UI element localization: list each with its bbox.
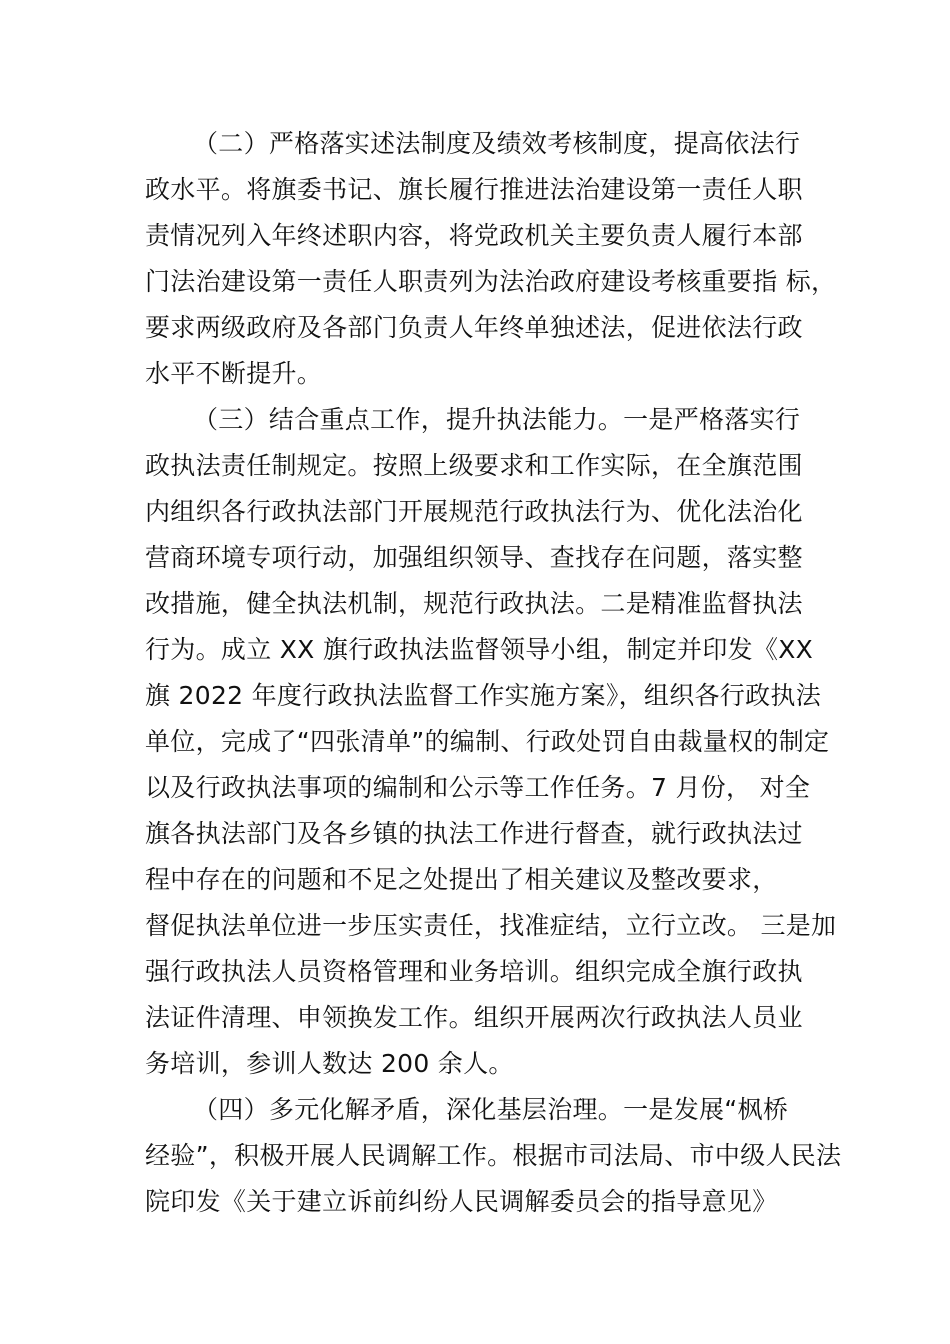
text-line: 责情况列入年终述职内容，将党政机关主要负责人履行本部 [145, 221, 803, 250]
text-line: 以及行政执法事项的编制和公示等工作任务。7 月份， 对全 [145, 773, 811, 802]
text-line: （四）多元化解矛盾，深化基层治理。一是发展“枫桥 [193, 1095, 789, 1124]
text-line: 旗各执法部门及各乡镇的执法工作进行督查，就行政执法过 [145, 819, 803, 848]
text-line: 经验”，积极开展人民调解工作。根据市司法局、市中级人民法 [145, 1141, 842, 1170]
text-line: 政执法责任制规定。按照上级要求和工作实际，在全旗范围 [145, 451, 803, 480]
text-line: 改措施，健全执法机制，规范行政执法。二是精准监督执法 [145, 589, 803, 618]
text-line: 营商环境专项行动，加强组织领导、查找存在问题，落实整 [145, 543, 803, 572]
text-line: 内组织各行政执法部门开展规范行政执法行为、优化法治化 [145, 497, 803, 526]
text-line: （二）严格落实述法制度及绩效考核制度，提高依法行 [193, 129, 801, 158]
text-line: 法证件清理、申领换发工作。组织开展两次行政执法人员业 [145, 1003, 803, 1032]
text-line: 旗 2022 年度行政执法监督工作实施方案》，组织各行政执法 [145, 681, 822, 710]
text-line: （三）结合重点工作，提升执法能力。一是严格落实行 [193, 405, 801, 434]
text-line: 行为。成立 XX 旗行政执法监督领导小组，制定并印发《XX [145, 635, 814, 664]
text-line: 程中存在的问题和不足之处提出了相关建议及整改要求， [145, 865, 778, 894]
text-line: 门法治建设第一责任人职责列为法治政府建设考核重要指 标， [145, 267, 837, 296]
text-line: 水平不断提升。 [145, 359, 323, 388]
text-line: 要求两级政府及各部门负责人年终单独述法，促进依法行政 [145, 313, 803, 342]
text-line: 务培训，参训人数达 200 余人。 [145, 1049, 514, 1078]
text-line: 强行政执法人员资格管理和业务培训。组织完成全旗行政执 [145, 957, 803, 986]
text-line: 单位，完成了“四张清单”的编制、行政处罚自由裁量权的制定 [145, 727, 830, 756]
text-line: 院印发《关于建立诉前纠纷人民调解委员会的指导意见》 [145, 1187, 778, 1216]
text-line: 督促执法单位进一步压实责任，找准症结，立行立改。 三是加 [145, 911, 837, 940]
text-line: 政水平。将旗委书记、旗长履行推进法治建设第一责任人职 [145, 175, 803, 204]
